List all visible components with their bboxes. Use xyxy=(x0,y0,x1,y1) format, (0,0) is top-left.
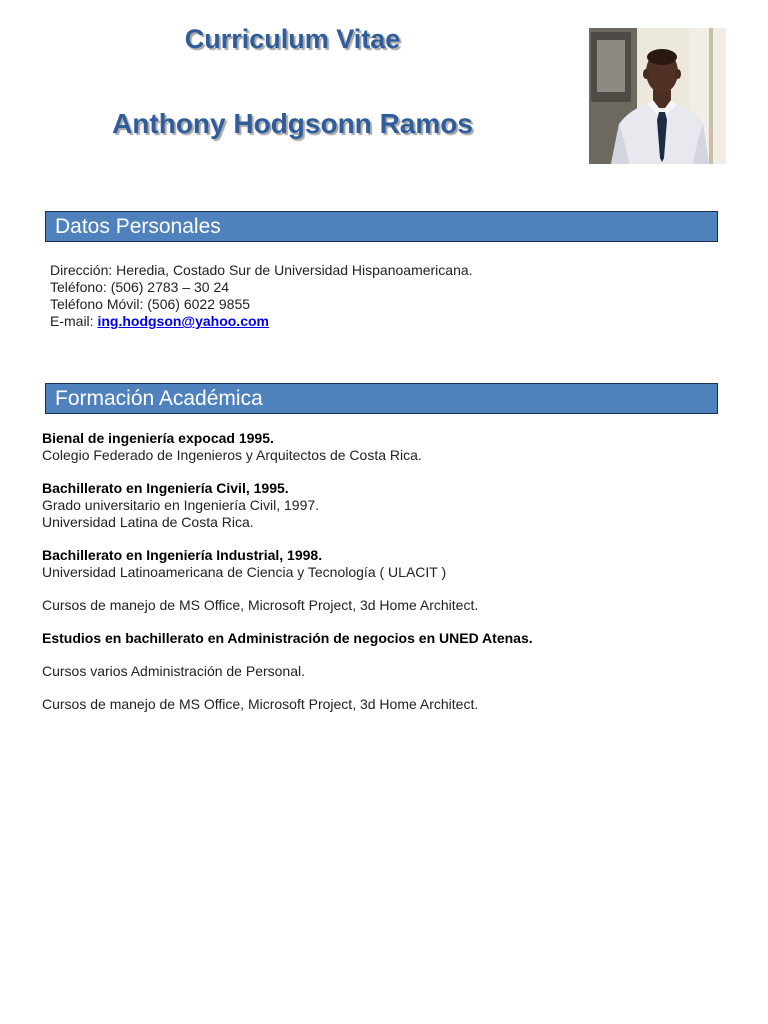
cv-title: Curriculum Vitae xyxy=(184,24,401,54)
section-header-academic-training: Formación Académica xyxy=(45,383,718,414)
academic-item-title: Bachillerato en Ingeniería Civil, 1995. xyxy=(42,480,289,496)
section-header-personal-data: Datos Personales xyxy=(45,211,718,242)
academic-item-title: Bachillerato en Ingeniería Industrial, 1998. xyxy=(42,547,323,563)
academic-training-block xyxy=(42,430,742,713)
personal-data-block xyxy=(50,262,473,330)
candidate-name: Anthony Hodgsonn Ramos xyxy=(112,108,473,139)
mobile-line: Teléfono Móvil: (506) 6022 9855 xyxy=(50,296,251,312)
academic-item-detail: Cursos de manejo de MS Office, Microsoft Project, 3d Home Architect. xyxy=(42,696,479,712)
profile-photo-image xyxy=(589,28,726,164)
academic-item-detail: Colegio Federado de Ingenieros y Arquitectos de Costa Rica. xyxy=(42,447,422,463)
address-line: Dirección: Heredia, Costado Sur de Universidad Hispanoamericana. xyxy=(50,262,473,278)
academic-item-detail: Universidad Latina de Costa Rica. xyxy=(42,514,254,530)
email-line xyxy=(50,313,473,330)
profile-photo xyxy=(589,28,726,164)
academic-item-title: Estudios en bachillerato en Administración de negocios en UNED Atenas. xyxy=(42,630,533,646)
academic-item-detail: Grado universitario en Ingeniería Civil, 1997. xyxy=(42,497,320,513)
phone-line: Teléfono: (506) 2783 – 30 24 xyxy=(50,279,230,295)
email-link[interactable]: ing.hodgson@yahoo.com xyxy=(97,313,269,329)
academic-item-title: Bienal de ingeniería expocad 1995. xyxy=(42,430,274,446)
email-label: E-mail: xyxy=(50,313,98,329)
academic-item-detail: Universidad Latinoamericana de Ciencia y Tecnología ( ULACIT ) xyxy=(42,564,447,580)
academic-item-detail: Cursos de manejo de MS Office, Microsoft Project, 3d Home Architect. xyxy=(42,597,479,613)
academic-item-detail: Cursos varios Administración de Personal. xyxy=(42,663,306,679)
